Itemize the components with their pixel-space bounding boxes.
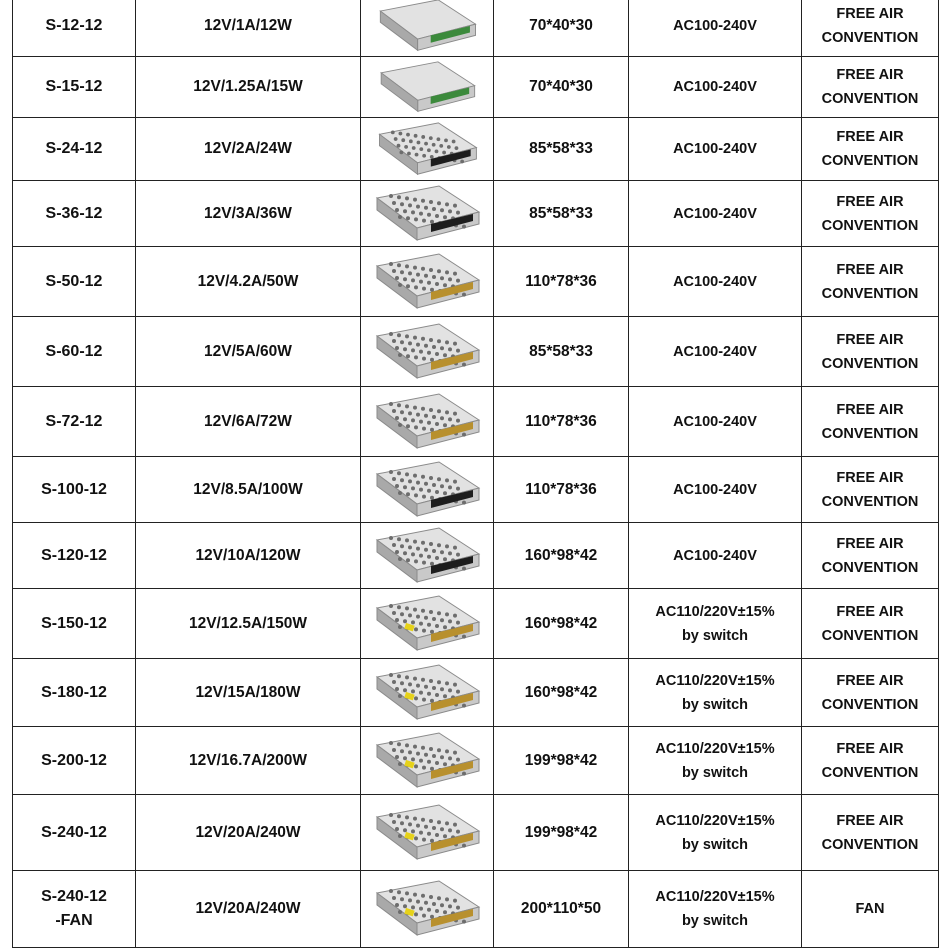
cooling-method-line2: CONVENTION	[821, 627, 919, 644]
table-row	[13, 523, 939, 589]
dimensions-cell: 85*58*33	[494, 118, 629, 181]
input-voltage-cell	[629, 118, 802, 181]
dimensions-cell: 70*40*30	[494, 57, 629, 118]
output-spec-cell: 12V/15A/180W	[136, 659, 361, 727]
model-cell	[13, 871, 136, 948]
cooling-cell	[802, 181, 939, 247]
product-image-cell	[361, 589, 494, 659]
cooling-method-line2: CONVENTION	[821, 285, 919, 302]
model-cell	[13, 795, 136, 871]
input-voltage-cell	[629, 247, 802, 317]
power-supply-photo-icon	[369, 594, 485, 654]
cooling-method-line2: CONVENTION	[821, 355, 919, 372]
cooling-method-line2: CONVENTION	[821, 153, 919, 169]
product-image-cell	[361, 457, 494, 523]
cooling-method: FREE AIR	[836, 261, 904, 278]
input-voltage: AC100-240V	[673, 413, 757, 430]
cooling-method: FREE AIR	[836, 812, 904, 829]
power-supply-photo-icon	[369, 184, 485, 244]
model-number: S-150-12	[41, 614, 107, 632]
input-voltage: AC100-240V	[673, 79, 757, 95]
input-voltage-note: by switch	[681, 913, 749, 929]
cooling-method: FREE AIR	[836, 331, 904, 348]
dimensions-cell: 70*40*30	[494, 0, 629, 57]
dimensions-cell: 85*58*33	[494, 317, 629, 387]
cooling-method-line2: CONVENTION	[821, 836, 919, 853]
model-cell	[13, 181, 136, 247]
input-voltage-cell	[629, 457, 802, 523]
model-number: S-50-12	[45, 272, 103, 290]
dimensions-cell: 199*98*42	[494, 795, 629, 871]
cooling-cell	[802, 727, 939, 795]
model-cell	[13, 0, 136, 57]
dimensions-cell: 160*98*42	[494, 589, 629, 659]
output-spec-cell: 12V/4.2A/50W	[136, 247, 361, 317]
power-supply-photo-icon	[369, 392, 485, 452]
cooling-cell	[802, 0, 939, 57]
table-row	[13, 727, 939, 795]
power-supply-photo-icon	[369, 0, 485, 54]
input-voltage-note: by switch	[681, 696, 749, 713]
cooling-cell	[802, 387, 939, 457]
cooling-method-line2: CONVENTION	[821, 91, 919, 107]
dimensions-cell: 200*110*50	[494, 871, 629, 948]
model-cell	[13, 659, 136, 727]
cooling-cell	[802, 871, 939, 948]
model-cell	[13, 387, 136, 457]
product-image-cell	[361, 795, 494, 871]
table-row	[13, 57, 939, 118]
model-number: S-120-12	[41, 546, 107, 564]
input-voltage: AC110/220V±15%	[655, 672, 775, 689]
cooling-method: FREE AIR	[836, 193, 904, 210]
input-voltage-cell	[629, 181, 802, 247]
power-supply-spec-table	[12, 0, 939, 948]
cooling-cell	[802, 57, 939, 118]
product-image-cell	[361, 57, 494, 118]
output-spec-cell: 12V/12.5A/150W	[136, 589, 361, 659]
cooling-method-line2: CONVENTION	[821, 559, 919, 576]
output-spec-cell: 12V/3A/36W	[136, 181, 361, 247]
input-voltage-cell	[629, 57, 802, 118]
cooling-method-line2: CONVENTION	[821, 764, 919, 781]
table-row	[13, 247, 939, 317]
cooling-method-line2: CONVENTION	[821, 29, 919, 46]
cooling-cell	[802, 659, 939, 727]
model-number: S-240-12	[41, 888, 107, 905]
output-spec-cell: 12V/2A/24W	[136, 118, 361, 181]
dimensions-cell: 160*98*42	[494, 523, 629, 589]
input-voltage-cell	[629, 727, 802, 795]
model-number: S-240-12	[41, 823, 107, 841]
cooling-method: FREE AIR	[836, 672, 904, 689]
cooling-method: FREE AIR	[836, 401, 904, 418]
cooling-cell	[802, 795, 939, 871]
cooling-method-line2: CONVENTION	[821, 696, 919, 713]
cooling-method: FREE AIR	[836, 5, 904, 22]
model-suffix: -FAN	[55, 912, 93, 929]
cooling-method: FREE AIR	[836, 469, 904, 486]
output-spec-cell: 12V/1.25A/15W	[136, 57, 361, 118]
cooling-method-line2: CONVENTION	[821, 493, 919, 510]
cooling-method-line2: CONVENTION	[821, 425, 919, 442]
input-voltage-cell	[629, 795, 802, 871]
cooling-method: FREE AIR	[836, 740, 904, 757]
table-row	[13, 871, 939, 948]
table-row	[13, 0, 939, 57]
input-voltage: AC110/220V±15%	[655, 603, 775, 620]
table-row	[13, 795, 939, 871]
cooling-cell	[802, 118, 939, 181]
product-image-cell	[361, 871, 494, 948]
input-voltage: AC100-240V	[673, 273, 757, 290]
input-voltage: AC110/220V±15%	[655, 812, 775, 829]
power-supply-photo-icon	[369, 460, 485, 520]
input-voltage-note: by switch	[681, 764, 749, 781]
product-image-cell	[361, 387, 494, 457]
cooling-cell	[802, 589, 939, 659]
output-spec-cell: 12V/20A/240W	[136, 795, 361, 871]
input-voltage: AC100-240V	[673, 205, 757, 222]
power-supply-photo-icon	[369, 879, 485, 939]
input-voltage-cell	[629, 589, 802, 659]
product-image-cell	[361, 659, 494, 727]
model-number: S-36-12	[45, 204, 103, 222]
input-voltage-cell	[629, 659, 802, 727]
input-voltage: AC100-240V	[673, 17, 757, 34]
cooling-cell	[802, 457, 939, 523]
input-voltage: AC100-240V	[673, 343, 757, 360]
model-number: S-100-12	[41, 480, 107, 498]
dimensions-cell: 85*58*33	[494, 181, 629, 247]
product-image-cell	[361, 0, 494, 57]
model-cell	[13, 589, 136, 659]
model-cell	[13, 523, 136, 589]
table-row	[13, 659, 939, 727]
output-spec-cell: 12V/20A/240W	[136, 871, 361, 948]
input-voltage-cell	[629, 871, 802, 948]
product-image-cell	[361, 727, 494, 795]
model-number: S-180-12	[41, 683, 107, 701]
input-voltage-cell	[629, 523, 802, 589]
dimensions-cell: 110*78*36	[494, 247, 629, 317]
input-voltage-cell	[629, 0, 802, 57]
input-voltage: AC100-240V	[673, 481, 757, 498]
power-supply-photo-icon	[369, 121, 485, 178]
table-row	[13, 589, 939, 659]
input-voltage-cell	[629, 317, 802, 387]
dimensions-cell: 110*78*36	[494, 457, 629, 523]
model-cell	[13, 118, 136, 181]
model-cell	[13, 317, 136, 387]
output-spec-cell: 12V/16.7A/200W	[136, 727, 361, 795]
model-number: S-12-12	[45, 16, 103, 34]
cooling-cell	[802, 317, 939, 387]
cooling-cell	[802, 523, 939, 589]
model-number: S-15-12	[45, 78, 103, 95]
power-supply-photo-icon	[369, 526, 485, 586]
cooling-cell	[802, 247, 939, 317]
power-supply-photo-icon	[369, 252, 485, 312]
table-row	[13, 181, 939, 247]
product-image-cell	[361, 247, 494, 317]
cooling-method: FREE AIR	[836, 535, 904, 552]
model-number: S-24-12	[45, 140, 103, 157]
output-spec-cell: 12V/10A/120W	[136, 523, 361, 589]
output-spec-cell: 12V/6A/72W	[136, 387, 361, 457]
output-spec-cell: 12V/1A/12W	[136, 0, 361, 57]
cooling-method: FREE AIR	[836, 67, 904, 83]
dimensions-cell: 199*98*42	[494, 727, 629, 795]
model-cell	[13, 457, 136, 523]
cooling-method: FAN	[855, 901, 885, 917]
table-row	[13, 457, 939, 523]
model-cell	[13, 247, 136, 317]
product-image-cell	[361, 317, 494, 387]
power-supply-photo-icon	[369, 663, 485, 723]
product-image-cell	[361, 181, 494, 247]
table-row	[13, 118, 939, 181]
output-spec-cell: 12V/5A/60W	[136, 317, 361, 387]
input-voltage-note: by switch	[681, 836, 749, 853]
power-supply-photo-icon	[369, 803, 485, 863]
table-row	[13, 317, 939, 387]
product-image-cell	[361, 118, 494, 181]
cooling-method-line2: CONVENTION	[821, 217, 919, 234]
model-number: S-200-12	[41, 751, 107, 769]
output-spec-cell: 12V/8.5A/100W	[136, 457, 361, 523]
power-supply-photo-icon	[369, 322, 485, 382]
model-cell	[13, 57, 136, 118]
input-voltage-cell	[629, 387, 802, 457]
input-voltage: AC100-240V	[673, 141, 757, 157]
input-voltage: AC100-240V	[673, 547, 757, 564]
input-voltage: AC110/220V±15%	[655, 889, 775, 905]
dimensions-cell: 110*78*36	[494, 387, 629, 457]
table-row	[13, 387, 939, 457]
input-voltage-note: by switch	[681, 627, 749, 644]
dimensions-cell: 160*98*42	[494, 659, 629, 727]
product-image-cell	[361, 523, 494, 589]
model-cell	[13, 727, 136, 795]
cooling-method: FREE AIR	[836, 603, 904, 620]
cooling-method: FREE AIR	[836, 129, 904, 145]
model-number: S-60-12	[45, 342, 103, 360]
power-supply-photo-icon	[369, 60, 485, 115]
input-voltage: AC110/220V±15%	[655, 740, 775, 757]
model-number: S-72-12	[45, 412, 103, 430]
power-supply-photo-icon	[369, 731, 485, 791]
